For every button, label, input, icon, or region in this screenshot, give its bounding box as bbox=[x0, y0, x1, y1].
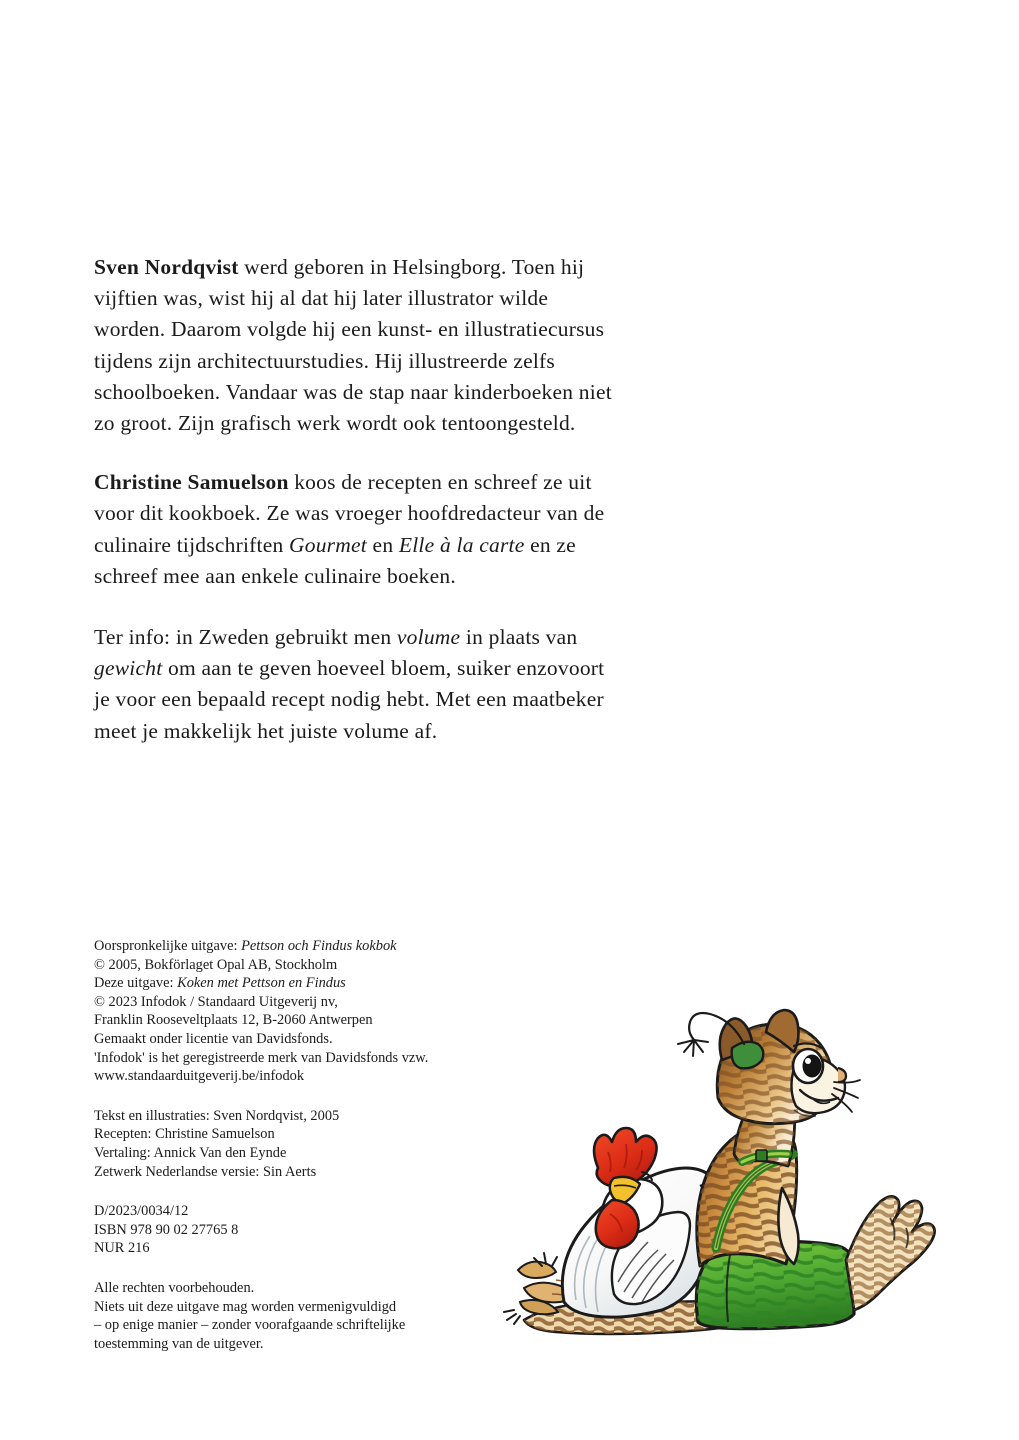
paragraph-author-bio bbox=[94, 252, 614, 439]
paragraph-volume-note bbox=[94, 622, 614, 747]
nur-number: NUR 216 bbox=[94, 1240, 150, 1257]
publisher-website-line: www.standaarduitgeverij.be/infodok bbox=[94, 1068, 305, 1085]
colophon-block bbox=[94, 937, 474, 1353]
emphasis-volume: volume bbox=[396, 625, 461, 650]
original-edition-line bbox=[94, 937, 474, 956]
depot-number: D/2023/0034/12 bbox=[94, 1203, 189, 1220]
volume-note-part2: in plaats van bbox=[460, 625, 578, 650]
colophon-identifiers-group bbox=[94, 1202, 474, 1258]
credit-typesetting: Zetwerk Nederlandse versie: Sin Aerts bbox=[94, 1163, 317, 1180]
credit-text-illustrations: Tekst en illustraties: Sven Nordqvist, 2005 bbox=[94, 1107, 340, 1124]
this-edition-line bbox=[94, 974, 474, 993]
trademark-note-line: 'Infodok' is het geregistreerde merk van Davidsfonds vzw. bbox=[94, 1049, 429, 1066]
this-edition-label: Deze uitgave: bbox=[94, 975, 178, 992]
magazine-title-elle-a-la-carte: Elle à la carte bbox=[398, 532, 525, 557]
rights-line-4: toestemming van de uitgever. bbox=[94, 1335, 264, 1352]
rights-line-3: – op enige manier – zonder voorafgaande schriftelijke bbox=[94, 1317, 406, 1334]
original-edition-title: Pettson och Findus kokbok bbox=[241, 938, 397, 954]
findus-cat-and-hen-illustration bbox=[494, 1002, 946, 1374]
volume-note-part3: om aan te geven hoeveel bloem, suiker enzovoort je voor een bepaald recept nodig hebt. Met een maatbeker meet je makkelijk het juiste volume af. bbox=[94, 656, 605, 743]
recipe-author-text-part2: en bbox=[366, 532, 399, 557]
recipe-author-text-part1: koos de recepten en schreef ze uit voor dit kookboek. Ze was vroeger hoofdredacteur van de culinaire tijdschriften bbox=[94, 470, 605, 557]
author-name-christine-samuelson: Christine Samuelson bbox=[94, 470, 289, 495]
credit-recipes: Recepten: Christine Samuelson bbox=[94, 1126, 275, 1143]
credit-translation: Vertaling: Annick Van den Eynde bbox=[94, 1144, 287, 1161]
publisher-address-line: Franklin Rooseveltplaats 12, B-2060 Antwerpen bbox=[94, 1012, 373, 1029]
colophon-rights-group bbox=[94, 1279, 474, 1353]
magazine-title-gourmet: Gourmet bbox=[289, 532, 367, 557]
original-edition-label: Oorspronkelijke uitgave: bbox=[94, 938, 242, 954]
isbn-number: ISBN 978 90 02 27765 8 bbox=[94, 1221, 239, 1238]
colophon-edition-group bbox=[94, 937, 474, 1086]
body-text-block bbox=[94, 252, 614, 775]
paragraph-recipe-author-bio bbox=[94, 467, 614, 592]
rights-line-2: Niets uit deze uitgave mag worden vermenigvuldigd bbox=[94, 1298, 397, 1315]
original-copyright-line: © 2005, Bokförlaget Opal AB, Stockholm bbox=[94, 956, 338, 973]
author-bio-text: werd geboren in Helsingborg. Toen hij vijftien was, wist hij al dat hij later illustrator wilde worden. Daarom volgde hij een kunst- en illustratiecursus tijdens zijn architectuurstudies. Hij illustreerde zelfs schoolboeken. Vandaar was de stap naar kinderboeken niet zo groot. Zijn grafisch werk wordt ook tentoongesteld. bbox=[94, 255, 612, 436]
this-edition-title: Koken met Pettson en Findus bbox=[177, 975, 346, 992]
author-name-sven-nordqvist: Sven Nordqvist bbox=[94, 255, 239, 279]
emphasis-gewicht: gewicht bbox=[94, 656, 163, 681]
licence-note-line: Gemaakt onder licentie van Davidsfonds. bbox=[94, 1030, 333, 1047]
publisher-copyright-line: © 2023 Infodok / Standaard Uitgeverij nv, bbox=[94, 993, 338, 1010]
rights-line-1: Alle rechten voorbehouden. bbox=[94, 1279, 255, 1296]
cat-hind-foot bbox=[846, 1196, 935, 1310]
recipe-author-text-part3: en ze schreef mee aan enkele culinaire boeken. bbox=[94, 532, 576, 588]
volume-note-part1: Ter info: in Zweden gebruikt men bbox=[94, 625, 397, 650]
colophon-credits-group bbox=[94, 1107, 474, 1181]
